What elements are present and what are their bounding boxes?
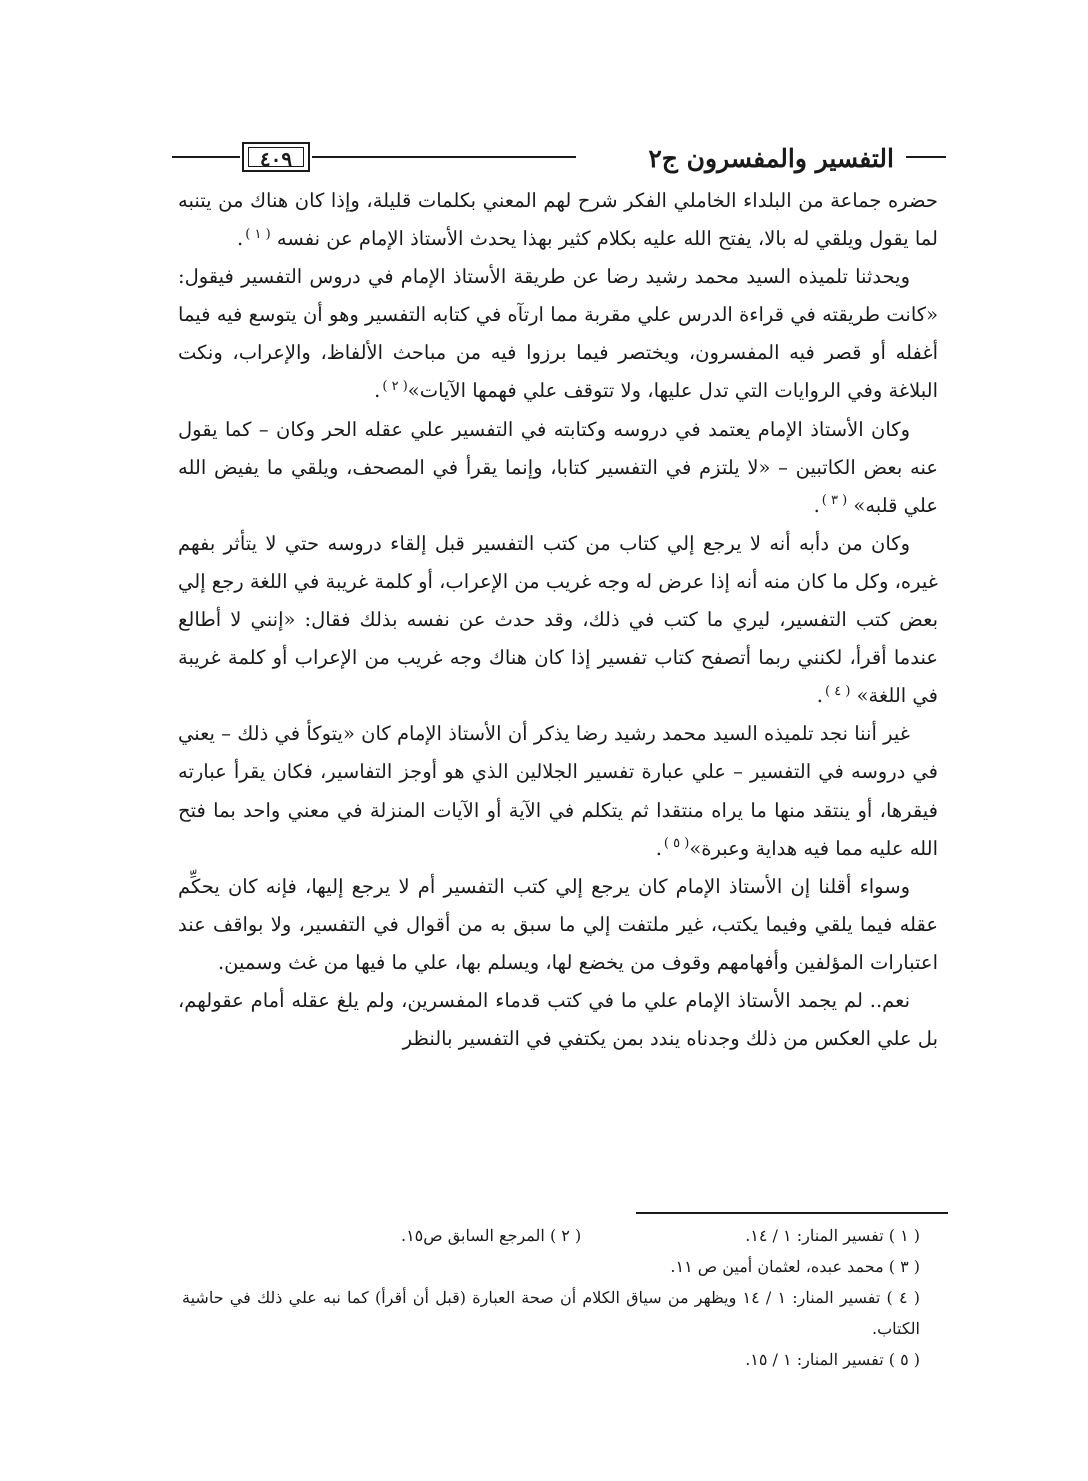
paragraph-5: غير أننا نجد تلميذه السيد محمد رشيد رضا يذكر أن الأستاذ الإمام كان «يتوكأ في ذلك – يعني في دروسه في التفسير – علي عبارة تفسير الجلالين الذي هو أوجز التفاسير، فكان يقرأ عبارته فيقرها، أو ينتقد منها ما يراه منتقدا ثم يتكلم في الآية أو الآيات المنزلة في معني واحد بما فتح الله عليه مما فيه هداية وعبرة»$^{( ٥ )}$. bbox=[178, 722, 938, 860]
paragraph-4: وكان من دأبه أنه لا يرجع إلي كتاب من كتب التفسير قبل إلقاء دروسه حتي لا يتأثر بفهم غيره، وكل ما كان منه أنه إذا عرض له وجه غريب من الإعراب، أو كلمة غريبة في اللغة رجع إلي بعض كتب التفسير، ليري ما كتب في ذلك، وقد حدث عن نفسه بذلك فقال: «إنني لا أطالع عندما أقرأ، لكنني ربما أتصفح كتاب تفسير إذا كان هناك وجه غريب من الإعراب أو كلمة غريبة في اللغة» $^{( ٤ )}$. bbox=[178, 531, 938, 708]
paragraph-3: وكان الأستاذ الإمام يعتمد في دروسه وكتابته في التفسير علي عقله الحر وكان – كما يقول عنه بعض الكاتبين – «لا يلتزم في التفسير كتابا، وإنما يقرأ في المصحف، ويلقي ما يفيض الله علي قلبه» $^{( ٣ )}$. bbox=[178, 417, 938, 517]
paragraph-7: نعم.. لم يجمد الأستاذ الإمام علي ما في كتب قدماء المفسرين، ولم يلغ عقله أمام عقولهم، بل علي العكس من ذلك وجدناه يندد بمن يكتفي في التفسير بالنظر bbox=[178, 988, 938, 1051]
header-title: التفسير والمفسرون ج٢ bbox=[648, 144, 894, 173]
body-text bbox=[178, 182, 938, 1058]
paragraph-6: وسواء أقلنا إن الأستاذ الإمام كان يرجع إلي كتب التفسير أم لا يرجع إليها، فإنه كان يحكِّم عقله فيما يلقي وفيما يكتب، غير ملتفت إلي ما سبق به من أقوال في التفسير، ولا بواقف عند اعتبارات المؤلفين وأفهامهم وقوف من يخضع لها، ويسلم بها، علي ما فيها من غث وسمين. bbox=[178, 874, 938, 974]
footnote-3: ( ٣ ) محمد عبده، لعثمان أمين ص ١١. bbox=[670, 1257, 920, 1276]
footnote-ref-2: ( ٢ ) bbox=[382, 378, 408, 394]
footnote-ref-5: ( ٥ ) bbox=[663, 836, 690, 852]
footnote-2: ( ٢ ) المرجع السابق ص١٥. bbox=[400, 1226, 582, 1245]
footnote-ref-3: ( ٣ ) bbox=[821, 493, 848, 509]
page-number: ٤٠٩ bbox=[242, 142, 310, 172]
footnote-5: ( ٥ ) تفسير المنار: ١ / ١٥. bbox=[745, 1350, 920, 1369]
footnote-row-1-2 bbox=[182, 1220, 934, 1251]
paragraph-1: حضره جماعة من البلداء الخاملي الفكر شرح لهم المعني بكلمات قليلة، وإذا كان هناك من يتنبه لما يقول ويلقي له بالا، يفتح الله عليه بكلام كثير بهذا يحدث الأستاذ الإمام عن نفسه $^{( ١ )}$. bbox=[178, 189, 938, 251]
footnote-ref-4: ( ٤ ) bbox=[824, 683, 851, 699]
footnote-separator bbox=[636, 1212, 948, 1214]
header-rule-middle bbox=[312, 156, 576, 158]
header-rule-left bbox=[172, 156, 240, 158]
paragraph-2: ويحدثنا تلميذه السيد محمد رشيد رضا عن طريقة الأستاذ الإمام في دروس التفسير فيقول: «كانت طريقته في قراءة الدرس علي مقربة مما ارتآه في كتابه التفسير وهو أن يتوسع فيه فيما أغفله أو قصر فيه المفسرون، ويختصر فيما برزوا فيه من مباحث الألفاظ، والإعراب، ونكت البلاغة وفي الروايات التي تدل عليها، ولا تتوقف علي فهمها الآيات»$^{( ٢ )}$. bbox=[178, 265, 938, 403]
footnotes bbox=[182, 1220, 934, 1375]
running-header bbox=[172, 140, 946, 180]
footnote-ref-1: ( ١ ) bbox=[245, 226, 271, 242]
footnote-1: ( ١ ) تفسير المنار: ١ / ١٤. bbox=[745, 1226, 920, 1245]
footnote-4: ( ٤ ) تفسير المنار: ١ / ١٤ ويظهر من سياق الكلام أن صحة العبارة (قبل أن أقرأ) كما نبه علي ذلك في حاشية الكتاب. bbox=[182, 1288, 920, 1338]
header-rule-right bbox=[906, 156, 946, 158]
